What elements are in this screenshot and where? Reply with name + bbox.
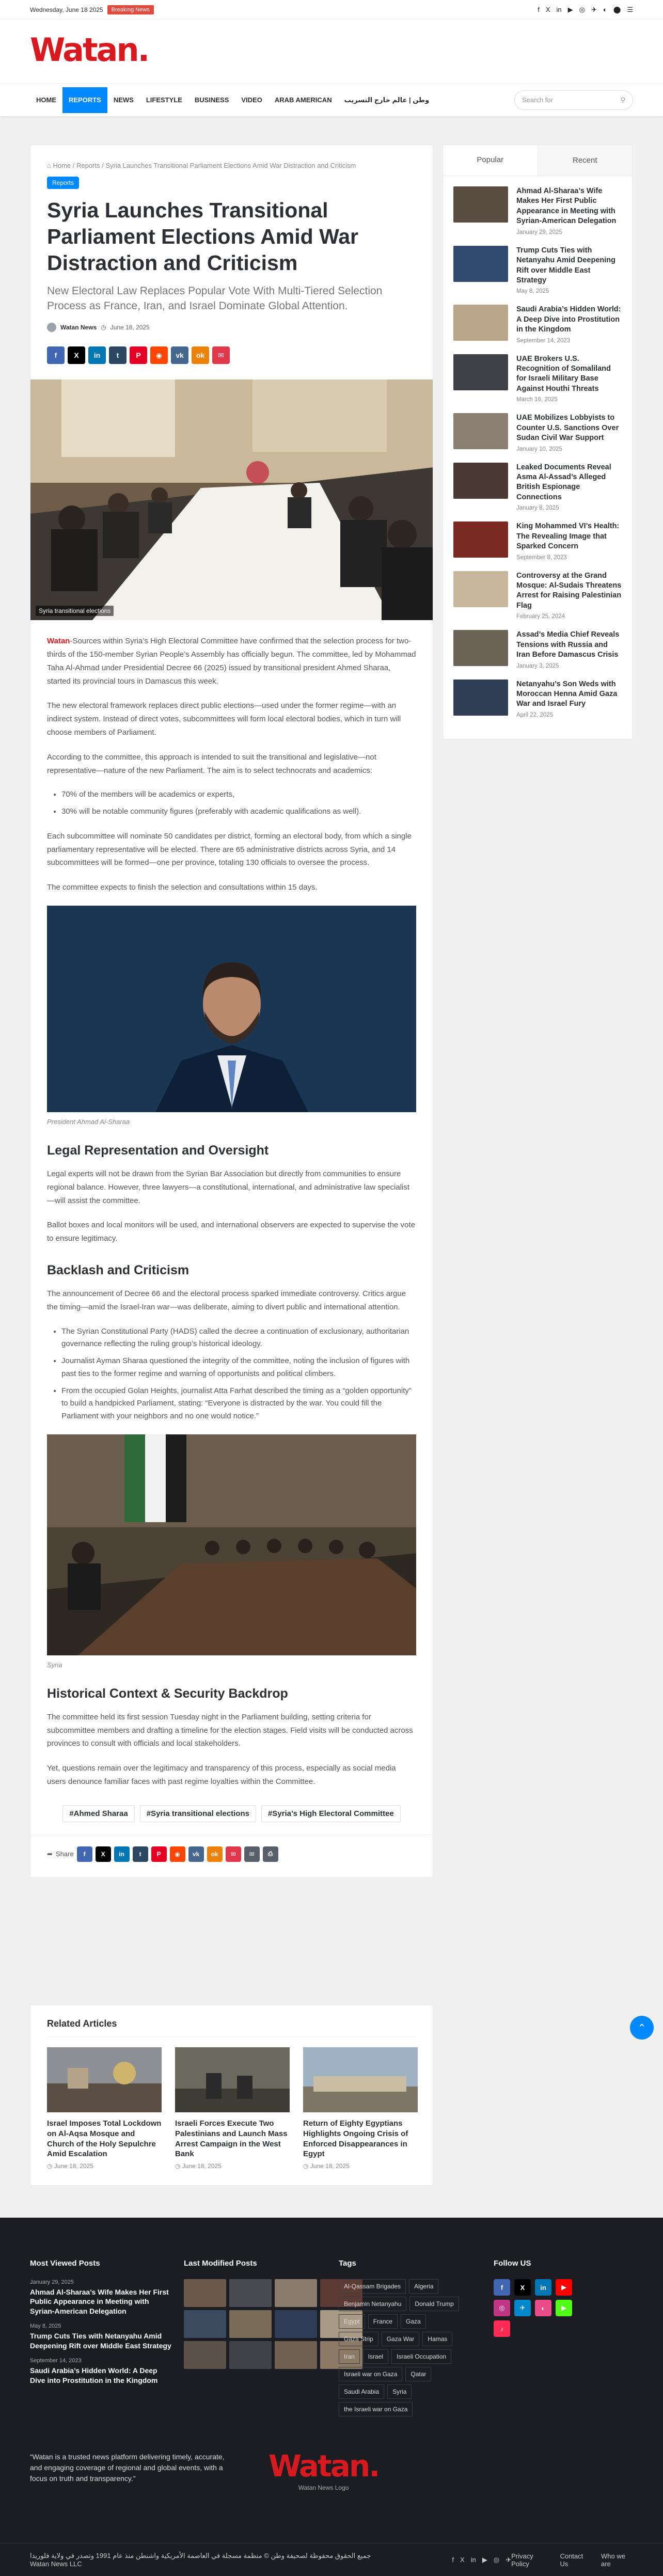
- post-title[interactable]: UAE Mobilizes Lobbyists to Counter U.S. Sanctions Over Sudan Civil War Support: [516, 414, 619, 442]
- committee-photo: [47, 1434, 416, 1658]
- tag-link[interactable]: Iran: [339, 2349, 360, 2364]
- share-x-button[interactable]: X: [96, 1846, 111, 1862]
- related-card[interactable]: [175, 2047, 290, 2170]
- publish-date: June 18, 2025: [110, 324, 150, 331]
- article-subtitle: New Electoral Law Replaces Popular Vote With Multi-Tiered Selection Process as France, Iran, and Israel Dominate Global Attention.: [47, 285, 383, 312]
- menu-icon[interactable]: ☰: [627, 5, 633, 13]
- list-item[interactable]: [453, 679, 622, 718]
- bullet-list: [61, 788, 416, 818]
- post-thumbnail[interactable]: [229, 2341, 272, 2369]
- nav-home[interactable]: HOME: [36, 96, 56, 104]
- footer-last-modified: [184, 2259, 362, 2369]
- related-headline[interactable]: Return of Eighty Egyptians Highlights Ongoing Crisis of Enforced Disappearances in Egypt: [303, 2119, 408, 2159]
- post-date: January 3, 2025: [516, 662, 559, 669]
- section-heading: Legal Representation and Oversight: [47, 1143, 269, 1158]
- list-item: • 30% will be notable community figures (preferably with academic qualifications as well).: [61, 805, 416, 818]
- post-title[interactable]: Saudi Arabia’s Hidden World: A Deep Dive into Prostitution in the Kingdom: [516, 305, 621, 334]
- list-item: • Journalist Ayman Sharaa questioned the integrity of the committee, noting the inclusion of figures with past ties to the former regime and warning of opportunists and political climbers.: [61, 1355, 416, 1381]
- tag-link[interactable]: Syria: [387, 2384, 412, 2399]
- post-title[interactable]: UAE Brokers U.S. Recognition of Somaliland for Israeli Military Base Against Houthi Threats: [516, 354, 611, 393]
- tag-link[interactable]: Al-Qassam Brigades: [339, 2279, 406, 2294]
- current-date: Wednesday, June 18 2025: [30, 6, 103, 13]
- tag-link[interactable]: Gaza War: [382, 2332, 420, 2346]
- youtube-icon[interactable]: ▶: [482, 2555, 487, 2564]
- tag-link[interactable]: #Ahmed Sharaa: [62, 1805, 134, 1822]
- share-pinterest-button[interactable]: P: [151, 1846, 167, 1862]
- telegram-icon[interactable]: ✈: [514, 2300, 531, 2316]
- sidebar-widget: [443, 145, 633, 739]
- search-box[interactable]: [514, 90, 633, 110]
- footer-heading: Last Modified Posts: [184, 2259, 257, 2268]
- facebook-icon[interactable]: f: [494, 2279, 510, 2296]
- linkedin-icon[interactable]: in: [556, 5, 562, 13]
- sidebar-tabs: [443, 145, 632, 176]
- footer-thumbnail-grid: [184, 2279, 362, 2369]
- share-odnoklassniki-button[interactable]: ok: [207, 1846, 223, 1862]
- article-body: [30, 620, 433, 1835]
- post-thumbnail[interactable]: [453, 521, 508, 558]
- nav-news[interactable]: NEWS: [113, 96, 134, 104]
- share-tumblr-button[interactable]: t: [109, 346, 127, 364]
- related-headline[interactable]: Israeli Forces Execute Two Palestinians and Launch Mass Arrest Campaign in the West Bank: [175, 2119, 288, 2159]
- share-reddit-button[interactable]: ◉: [150, 346, 168, 364]
- tag-link[interactable]: #Syria transitional elections: [140, 1805, 256, 1822]
- related-card[interactable]: [47, 2047, 162, 2170]
- list-item: • 70% of the members will be academics or experts,: [61, 788, 416, 801]
- list-item[interactable]: [453, 305, 622, 343]
- share-vk-button[interactable]: vk: [171, 346, 188, 364]
- post-thumbnail[interactable]: [453, 305, 508, 341]
- list-item[interactable]: [453, 186, 622, 235]
- tag-link[interactable]: Qatar: [405, 2367, 431, 2381]
- x-icon[interactable]: X: [460, 2555, 465, 2564]
- post-date: January 8, 2025: [516, 505, 559, 512]
- facebook-icon[interactable]: f: [452, 2555, 454, 2564]
- share-facebook-button[interactable]: f: [47, 346, 65, 364]
- tag-link[interactable]: France: [368, 2314, 398, 2329]
- author-avatar: [47, 323, 56, 332]
- top-bar: [0, 0, 663, 20]
- tag-link[interactable]: Egypt: [339, 2314, 365, 2329]
- related-date: ◷ June 18, 2025: [175, 2162, 222, 2170]
- site-logo[interactable]: Watan.: [30, 31, 149, 69]
- tag-link[interactable]: the Israeli war on Gaza: [339, 2402, 413, 2416]
- president-photo: [47, 906, 416, 1115]
- share-label: Share: [55, 1850, 74, 1858]
- post-thumbnail[interactable]: [453, 463, 508, 499]
- tab-recent[interactable]: Recent: [538, 145, 633, 176]
- nav-business[interactable]: BUSINESS: [194, 96, 229, 104]
- post-thumbnail[interactable]: [184, 2341, 226, 2369]
- post-thumbnail[interactable]: [275, 2279, 317, 2307]
- footer-logo[interactable]: Watan. Watan News Logo: [269, 2448, 379, 2491]
- post-date: May 8, 2025: [516, 288, 549, 295]
- tag-link[interactable]: Israeli war on Gaza: [339, 2367, 402, 2381]
- copyright-social-icons: [452, 2556, 511, 2564]
- tag-link[interactable]: Israel: [363, 2349, 388, 2364]
- post-thumbnail[interactable]: [184, 2310, 226, 2338]
- footer-about: “Watan is a trusted news platform delivering timely, accurate, and engaging coverage of regional and global events, with a focus on truth and transparency.”: [30, 2453, 225, 2483]
- telegram-icon[interactable]: ✈: [506, 2555, 512, 2564]
- copyright-bar: [0, 2543, 663, 2576]
- nav-arabic-site[interactable]: وطن | عالم خارج التسريب: [344, 96, 430, 104]
- share-vk-button[interactable]: vk: [188, 1846, 204, 1862]
- nav-arab-american[interactable]: ARAB AMERICAN: [274, 96, 332, 104]
- footer-links: [511, 2552, 633, 2568]
- footer-most-viewed: [30, 2259, 175, 2392]
- post-thumbnail[interactable]: [453, 413, 508, 449]
- footer-post[interactable]: September 14, 2023 Saudi Arabia’s Hidden World: A Deep Dive into Prostitution in the Kingdom: [30, 2358, 158, 2384]
- tag-link[interactable]: #Syria’s High Electoral Committee: [261, 1805, 401, 1822]
- kick-icon[interactable]: ⬤: [613, 5, 621, 13]
- post-title[interactable]: Ahmad Al-Sharaa’s Wife Makes Her First Public Appearance in Meeting with Syrian-American Delegation: [516, 187, 617, 226]
- post-thumbnail[interactable]: [453, 679, 508, 716]
- tag-link[interactable]: Israeli Occupation: [391, 2349, 451, 2364]
- share-pocket-button[interactable]: ✉: [212, 346, 230, 364]
- search-input[interactable]: Search for: [522, 96, 553, 104]
- related-thumbnail[interactable]: [175, 2047, 290, 2112]
- post-title[interactable]: King Mohammed VI’s Health: The Revealing Image that Sparked Concern: [516, 522, 620, 551]
- share-linkedin-button[interactable]: in: [88, 346, 106, 364]
- top-social-icons: [538, 6, 633, 14]
- share-pocket-button[interactable]: ✉: [226, 1846, 241, 1862]
- who-we-are-link[interactable]: Who we are: [601, 2552, 625, 2568]
- breadcrumb[interactable]: ⌂ Home / Reports / Syria Launches Transitional Parliament Elections Amid War Distraction and Criticism: [47, 162, 356, 169]
- figure-caption: Syria: [47, 1661, 62, 1669]
- post-title[interactable]: Leaked Documents Reveal Asma Al-Assad’s Alleged British Espionage Connections: [516, 463, 611, 501]
- tag-link[interactable]: Algeria: [409, 2279, 438, 2294]
- linkedin-icon[interactable]: in: [470, 2555, 476, 2564]
- paragraph: Each subcommittee will nominate 50 candidates per district, forming an electoral body, from which a single parliamentary representative will be elected. There are 65 administrative districts across Syria, and 14 subcommittees will be formed—one per province, totaling 130 officials to oversee the process.: [47, 831, 412, 867]
- kick-icon[interactable]: ▶: [556, 2300, 572, 2316]
- article-meta: [47, 323, 416, 332]
- copyright-text: جميع الحقوق محفوظة لصحيفة وطن © منظمة مسجلة في العاصمة الأمريكية واشنطن منذ عام 1991 وتصدر في ولاية فلوريدا Watan News LLC: [30, 2552, 371, 2568]
- footer-social-icons: [494, 2279, 572, 2337]
- paragraph: Legal experts will not be drawn from the Syrian Bar Association but directly from communities to ensure regional balance. However, three lawyers—a constitutional, international, and administrative law specialist—will assist the committee.: [47, 1170, 410, 1205]
- footer-tags: [339, 2259, 468, 2416]
- footer-heading: Follow US: [494, 2259, 531, 2268]
- paragraph: Ballot boxes and local monitors will be used, and international observers are expected to supervise the vote to ensure legitimacy.: [47, 1221, 415, 1243]
- post-date: September 8, 2023: [516, 554, 567, 561]
- tab-popular[interactable]: Popular: [443, 145, 538, 176]
- scroll-to-top-button[interactable]: [630, 2016, 654, 2040]
- nav-reports[interactable]: REPORTS: [62, 87, 107, 113]
- telegram-icon[interactable]: ✈: [591, 5, 597, 13]
- privacy-policy-link[interactable]: Privacy Policy: [511, 2552, 533, 2568]
- dribbble-icon[interactable]: ◐: [603, 5, 607, 13]
- list-item[interactable]: [453, 521, 622, 560]
- meeting-photo: [30, 380, 433, 620]
- share-odnoklassniki-button[interactable]: ok: [192, 346, 209, 364]
- featured-image: [30, 380, 433, 620]
- post-thumbnail[interactable]: [453, 571, 508, 607]
- list-item[interactable]: [453, 571, 622, 620]
- post-date: January 29, 2025: [516, 229, 562, 235]
- footer-heading: Tags: [339, 2259, 356, 2268]
- paragraph: According to the committee, this approach is intended to suit the transitional and legislative—not representative—nature of the new Parliament. The aim is to select technocrats and academics:: [47, 752, 376, 775]
- post-date: February 25, 2024: [516, 613, 565, 620]
- share-x-button[interactable]: X: [68, 346, 85, 364]
- tag-link[interactable]: Donald Trump: [409, 2297, 459, 2311]
- list-item[interactable]: [453, 630, 622, 669]
- instagram-icon[interactable]: ◎: [579, 5, 586, 13]
- instagram-icon[interactable]: ◎: [493, 2555, 500, 2564]
- list-item: • The Syrian Constitutional Party (HADS) called the decree a continuation of exclusionary, authoritarian governance reflecting the ruling group’s historical ideology.: [61, 1325, 416, 1351]
- youtube-icon[interactable]: ▶: [556, 2279, 572, 2296]
- list-item[interactable]: [453, 246, 622, 295]
- paragraph: The announcement of Decree 66 and the electoral process sparked immediate controversy. Critics argue the timing—amid the Israel-Iran war—was deliberate, aiming to divert public and international attention.: [47, 1289, 406, 1311]
- x-icon[interactable]: X: [514, 2279, 531, 2296]
- related-title: Related Articles: [47, 2018, 416, 2037]
- article-tags: [47, 1800, 416, 1835]
- share-bar-bottom: [30, 1835, 433, 1877]
- bullet-list: [61, 1325, 416, 1423]
- post-date: September 14, 2023: [516, 337, 571, 344]
- popular-posts-list: [443, 176, 632, 739]
- share-buttons-top: [47, 346, 416, 364]
- paragraph: The new electoral framework replaces direct public elections—used under the former regime—with an indirect system. Instead of direct votes, subcommittees will form local electoral bodies, which in turn will choose members of Parliament.: [47, 701, 401, 737]
- tag-link[interactable]: Hamas: [422, 2332, 452, 2346]
- chevron-up-icon: ⌃: [637, 2022, 646, 2034]
- section-heading: Historical Context & Security Backdrop: [47, 1686, 288, 1701]
- main-nav: [0, 83, 663, 116]
- post-thumbnail[interactable]: [453, 246, 508, 282]
- post-thumbnail[interactable]: [229, 2310, 272, 2338]
- section-heading: Backlash and Criticism: [47, 1263, 190, 1278]
- site-header: [0, 20, 663, 83]
- dribbble-icon[interactable]: ◐: [535, 2300, 551, 2316]
- related-thumbnail[interactable]: [47, 2047, 162, 2112]
- article-container: [30, 145, 433, 1878]
- related-articles: [30, 2004, 433, 2186]
- list-item[interactable]: [453, 354, 622, 403]
- source-tag: Watan: [47, 637, 70, 646]
- instagram-icon[interactable]: ◎: [494, 2300, 510, 2316]
- tag-link[interactable]: Saudi Arabia: [339, 2384, 384, 2399]
- facebook-icon[interactable]: f: [538, 5, 540, 13]
- post-thumbnail[interactable]: [229, 2279, 272, 2307]
- paragraph: The committee held its first session Tuesday night in the Parliament building, setting criteria for subcommittee members and drafting a timeline for the election stages. Field visits will be conducted across provinces to consult with officials and local stakeholders.: [47, 1712, 413, 1748]
- post-title[interactable]: Assad’s Media Chief Reveals Tensions with Russia and Iran Before Damascus Crisis: [516, 630, 620, 659]
- share-tumblr-button[interactable]: t: [133, 1846, 148, 1862]
- footer-heading: Most Viewed Posts: [30, 2259, 100, 2268]
- x-icon[interactable]: X: [545, 5, 550, 13]
- post-thumbnail[interactable]: [453, 630, 508, 666]
- list-item[interactable]: [453, 463, 622, 512]
- youtube-icon[interactable]: ▶: [567, 5, 573, 13]
- list-item: • From the occupied Golan Heights, journalist Atta Farhat described the timing as a “golden opportunity” to build a handpicked Parliament, stating: “Everyone is distracted by the war. You could fill the Parliament with your neighbors and no one would notice.”: [61, 1385, 416, 1423]
- related-date: ◷ June 18, 2025: [47, 2162, 93, 2170]
- post-date: March 16, 2025: [516, 397, 558, 403]
- author-name[interactable]: Watan News: [60, 324, 97, 331]
- post-title[interactable]: Controversy at the Grand Mosque: Al-Sudais Threatens Arrest for Raising Palestinian Flag: [516, 571, 622, 610]
- post-title[interactable]: Netanyahu’s Son Weds with Moroccan Henna Amid Gaza War and Israel Fury: [516, 679, 618, 708]
- tiktok-icon[interactable]: ♪: [494, 2320, 510, 2337]
- nav-video[interactable]: VIDEO: [241, 96, 262, 104]
- paragraph: Yet, questions remain over the legitimacy and transparency of this process, especially as social media users denounce familiar faces with past regime loyalties within the Committee.: [47, 1764, 396, 1787]
- post-thumbnail[interactable]: [275, 2310, 317, 2338]
- post-date: January 10, 2025: [516, 446, 562, 452]
- post-thumbnail[interactable]: [453, 354, 508, 390]
- related-card[interactable]: [303, 2047, 418, 2170]
- share-icon: ➦: [47, 1850, 53, 1858]
- nav-lifestyle[interactable]: LIFESTYLE: [146, 96, 182, 104]
- related-date: ◷ June 18, 2025: [303, 2162, 350, 2170]
- share-pinterest-button[interactable]: P: [130, 346, 147, 364]
- print-button[interactable]: ⎙: [263, 1846, 278, 1862]
- footer-logo-caption: Watan News Logo: [298, 2484, 349, 2491]
- share-linkedin-button[interactable]: in: [114, 1846, 130, 1862]
- image-caption: Syria transitional elections: [36, 606, 114, 616]
- breaking-news-badge[interactable]: Breaking News: [107, 5, 154, 14]
- share-email-button[interactable]: ✉: [244, 1846, 260, 1862]
- post-thumbnail[interactable]: [453, 186, 508, 223]
- footer-post[interactable]: May 8, 2025 Trump Cuts Ties with Netanyahu Amid Deepening Rift over Middle East Strategy: [30, 2323, 171, 2350]
- clock-icon: ◷: [101, 324, 106, 331]
- paragraph: Watan-Sources within Syria’s High Electoral Committee have confirmed that the selection process for two-thirds of the 150-member Syrian People’s Assembly has officially begun. The committee, led by Mohammad Taha Al-Ahmad under Presidential Decree 66 (2025) issued by transitional president Ahmed Sharaa, started its provincial tours in Damascus this week.: [47, 637, 416, 686]
- related-headline[interactable]: Israel Imposes Total Lockdown on Al-Aqsa Mosque and Church of the Holy Sepulchre Amid Escalation: [47, 2119, 162, 2159]
- list-item[interactable]: [453, 413, 622, 452]
- post-thumbnail[interactable]: [184, 2279, 226, 2307]
- post-title[interactable]: Trump Cuts Ties with Netanyahu Amid Deepening Rift over Middle East Strategy: [516, 246, 616, 285]
- contact-us-link[interactable]: Contact Us: [560, 2552, 583, 2568]
- related-thumbnail[interactable]: [303, 2047, 418, 2112]
- search-icon[interactable]: ⚲: [620, 96, 625, 104]
- article-title: Syria Launches Transitional Parliament Elections Amid War Distraction and Criticism: [47, 198, 359, 275]
- linkedin-icon[interactable]: in: [535, 2279, 551, 2296]
- footer-post[interactable]: January 29, 2025 Ahmad Al-Sharaa’s Wife Makes Her First Public Appearance in Meeting with Syrian-American Delegation: [30, 2279, 169, 2315]
- share-facebook-button[interactable]: f: [77, 1846, 92, 1862]
- tag-link[interactable]: Benjamin Netanyahu: [339, 2297, 406, 2311]
- post-date: April 22, 2025: [516, 712, 553, 718]
- share-reddit-button[interactable]: ◉: [170, 1846, 185, 1862]
- paragraph: The committee expects to finish the selection and consultations within 15 days.: [47, 883, 318, 892]
- tag-link[interactable]: Gaza: [401, 2314, 426, 2329]
- category-badge[interactable]: Reports: [47, 177, 79, 189]
- tag-link[interactable]: Gaza Strip: [339, 2332, 378, 2346]
- figure-caption: President Ahmad Al-Sharaa: [47, 1118, 130, 1126]
- site-footer: [0, 2218, 663, 2576]
- post-thumbnail[interactable]: [275, 2341, 317, 2369]
- footer-follow: [494, 2259, 572, 2337]
